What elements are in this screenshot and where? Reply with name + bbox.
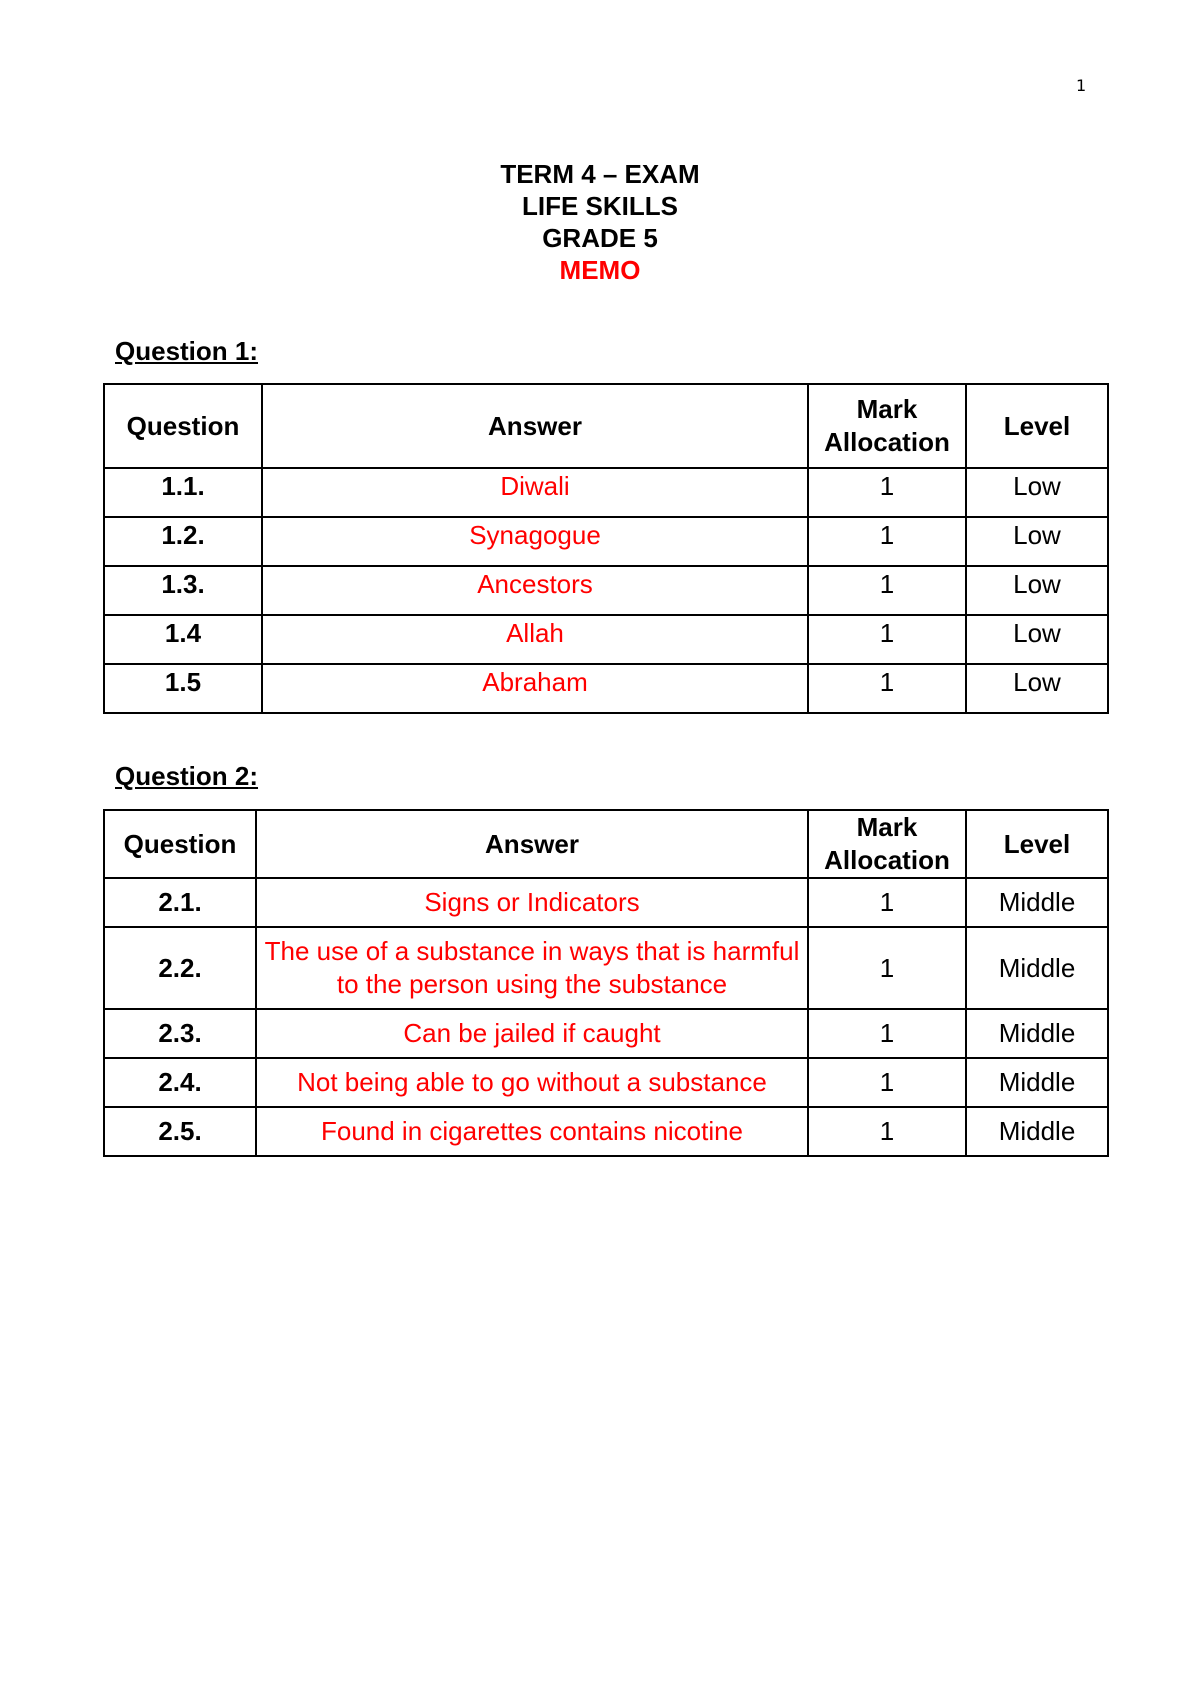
table-header-row: [104, 810, 1108, 878]
column-header-question: Question: [104, 810, 256, 878]
answer-cell: Ancestors: [262, 566, 808, 615]
table-row: [104, 615, 1108, 664]
column-header-mark-allocation: Mark Allocation: [808, 810, 966, 878]
page-number: 1: [1076, 76, 1087, 95]
question-number: 2.4.: [104, 1058, 256, 1107]
table-row: [104, 1009, 1108, 1058]
title-grade: GRADE 5: [542, 223, 658, 253]
answer-cell: Synagogue: [262, 517, 808, 566]
level-cell: Middle: [966, 1058, 1108, 1107]
mark-cell: 1: [808, 878, 966, 927]
answer-cell: Signs or Indicators: [256, 878, 808, 927]
level-cell: Low: [966, 517, 1108, 566]
answer-cell: Found in cigarettes contains nicotine: [256, 1107, 808, 1156]
column-header-question: Question: [104, 384, 262, 468]
table-row: [104, 664, 1108, 713]
mark-cell: 1: [808, 927, 966, 1009]
mark-cell: 1: [808, 468, 966, 517]
mark-cell: 1: [808, 1009, 966, 1058]
answer-cell: Allah: [262, 615, 808, 664]
question1-table: [103, 383, 1109, 714]
mark-cell: 1: [808, 1058, 966, 1107]
level-cell: Middle: [966, 878, 1108, 927]
table-row: [104, 468, 1108, 517]
question2-table: [103, 809, 1109, 1157]
title-block: [0, 158, 1200, 286]
mark-cell: 1: [808, 664, 966, 713]
question-number: 1.4: [104, 615, 262, 664]
table-row: [104, 927, 1108, 1009]
question1-heading: Question 1:: [115, 336, 259, 366]
table-header-row: [104, 384, 1108, 468]
table-row: [104, 878, 1108, 927]
level-cell: Middle: [966, 1009, 1108, 1058]
mark-cell: 1: [808, 1107, 966, 1156]
title-memo: MEMO: [559, 255, 641, 285]
answer-cell: Diwali: [262, 468, 808, 517]
level-cell: Low: [966, 615, 1108, 664]
question-number: 2.5.: [104, 1107, 256, 1156]
level-cell: Middle: [966, 1107, 1108, 1156]
question-number: 1.2.: [104, 517, 262, 566]
question-number: 1.3.: [104, 566, 262, 615]
answer-cell: The use of a substance in ways that is harmful to the person using the substance: [256, 927, 808, 1009]
table-row: [104, 517, 1108, 566]
column-header-level: Level: [966, 384, 1108, 468]
question-number: 2.3.: [104, 1009, 256, 1058]
answer-cell: Not being able to go without a substance: [256, 1058, 808, 1107]
table-row: [104, 1107, 1108, 1156]
column-header-answer: Answer: [262, 384, 808, 468]
column-header-level: Level: [966, 810, 1108, 878]
answer-cell: Abraham: [262, 664, 808, 713]
question-number: 1.1.: [104, 468, 262, 517]
title-subject: LIFE SKILLS: [522, 191, 678, 221]
mark-cell: 1: [808, 566, 966, 615]
level-cell: Middle: [966, 927, 1108, 1009]
table-row: [104, 566, 1108, 615]
answer-cell: Can be jailed if caught: [256, 1009, 808, 1058]
title-term: TERM 4 – EXAM: [500, 159, 700, 189]
level-cell: Low: [966, 664, 1108, 713]
mark-cell: 1: [808, 517, 966, 566]
mark-cell: 1: [808, 615, 966, 664]
column-header-mark-allocation: Mark Allocation: [808, 384, 966, 468]
level-cell: Low: [966, 566, 1108, 615]
question-number: 2.1.: [104, 878, 256, 927]
question-number: 1.5: [104, 664, 262, 713]
question-number: 2.2.: [104, 927, 256, 1009]
table-row: [104, 1058, 1108, 1107]
level-cell: Low: [966, 468, 1108, 517]
question2-heading: Question 2:: [115, 761, 259, 791]
column-header-answer: Answer: [256, 810, 808, 878]
